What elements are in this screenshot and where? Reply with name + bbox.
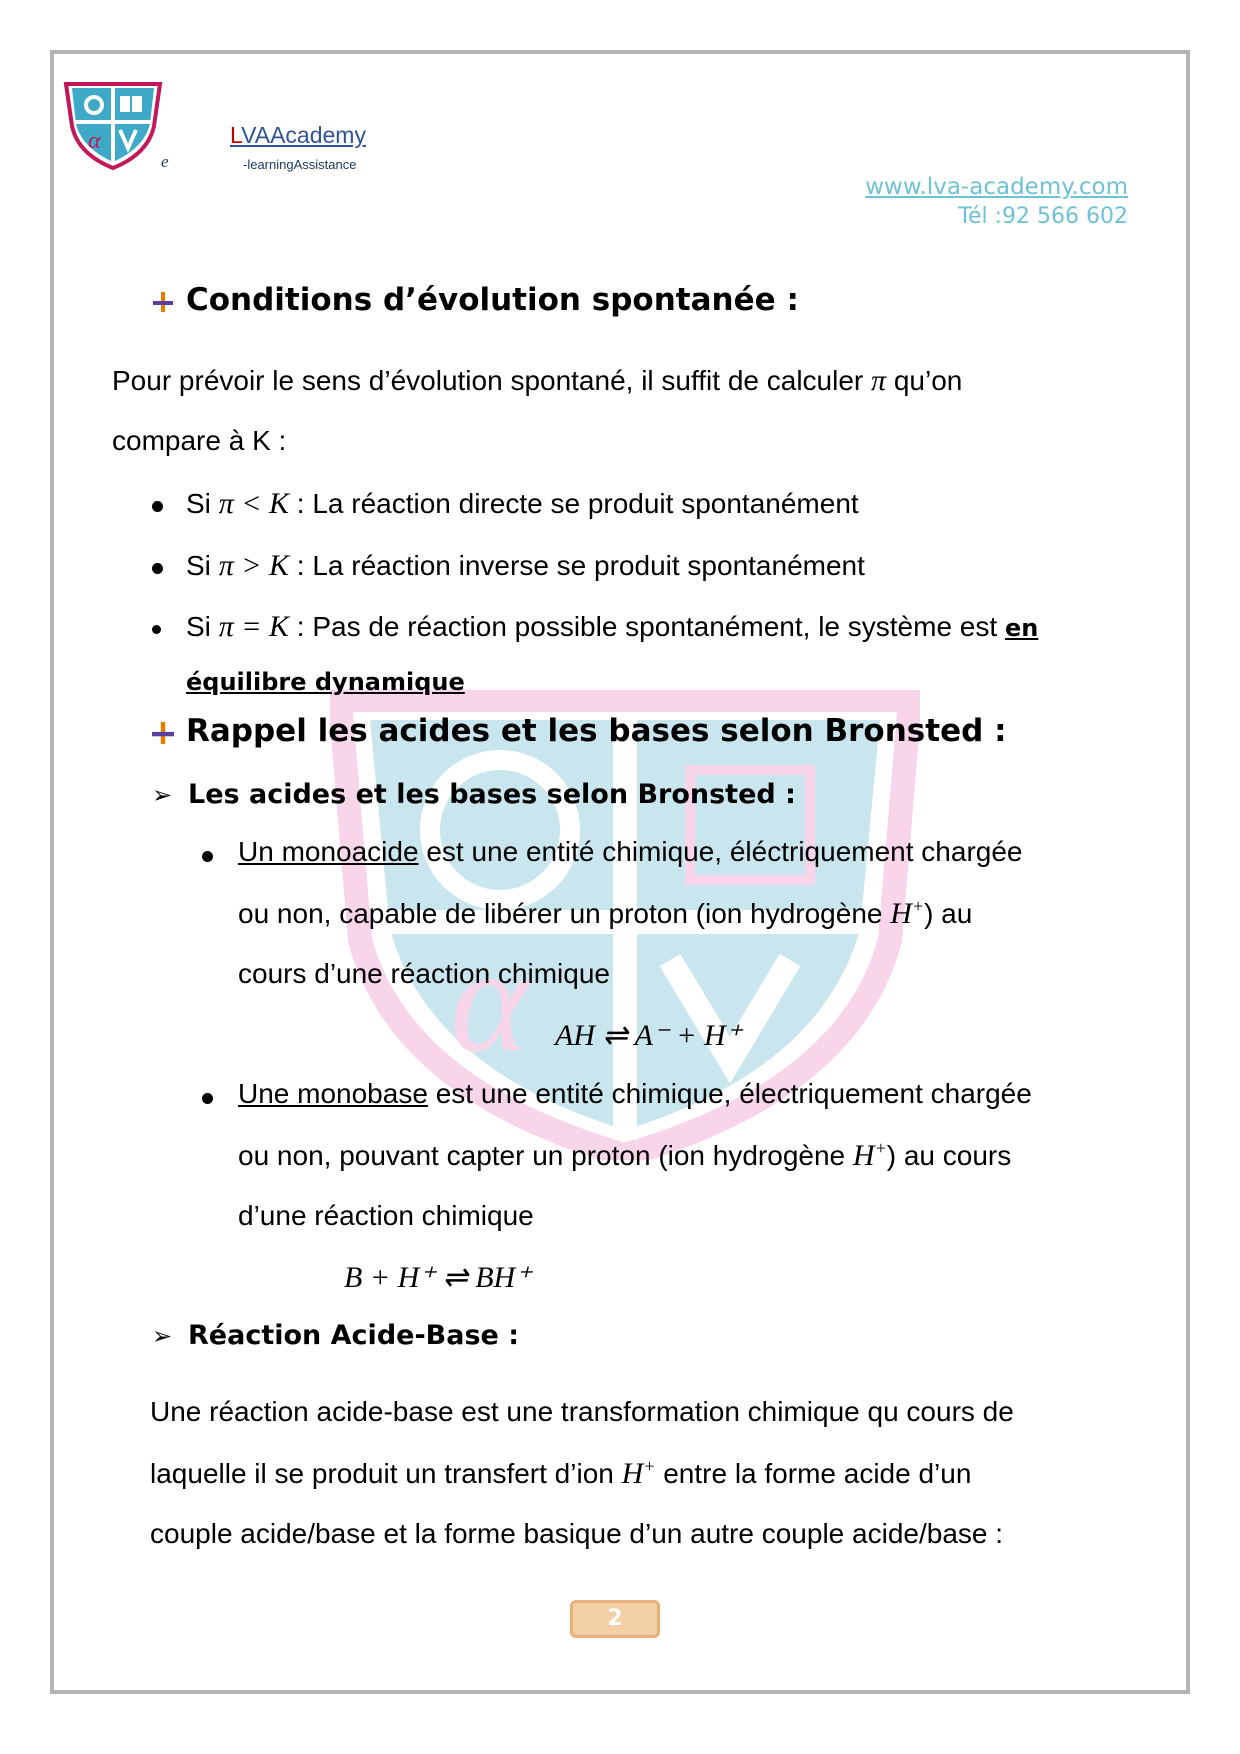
page-number: 2: [570, 1600, 660, 1638]
arrow-bullet-icon: ➢: [152, 1322, 173, 1350]
h-symbol: H: [621, 1457, 644, 1490]
term-monobase: Une monobase: [238, 1078, 428, 1109]
condition-text: : La réaction directe se produit spontanément: [296, 488, 859, 519]
acid-definition: est une entité chimique, éléctriquement chargée: [426, 836, 1023, 867]
subheading-text: Les acides et les bases selon Bronsted :: [188, 779, 796, 810]
lva-academy-logo: [58, 80, 168, 170]
h-plus-symbol: H+: [890, 896, 925, 930]
acid-line-2-text: ou non, capable de libérer un proton (ion hydrogène: [238, 898, 883, 929]
h-symbol: H: [890, 897, 912, 930]
acid-line-1: [238, 836, 1022, 868]
svg-text:α: α: [88, 128, 101, 154]
relation: π > K: [218, 549, 289, 582]
acid-line-3: cours d’une réaction chimique: [238, 958, 610, 989]
h-plus-symbol: H+: [621, 1456, 656, 1490]
brand-lva-l: L: [230, 122, 242, 148]
arrow-bullet-icon: ➢: [152, 781, 173, 809]
base-line-2-text: ou non, pouvant capter un proton (ion hydrogène: [238, 1140, 846, 1171]
relation: π < K: [218, 487, 289, 520]
condition-text: : Pas de réaction possible spontanément, le système est: [296, 611, 998, 642]
condition-item: [186, 487, 859, 521]
section-heading-bronsted: [152, 713, 1006, 749]
brand-academy: Academy: [270, 122, 366, 148]
acid-line-2: [238, 897, 972, 931]
term-monoacide: Un monoacide: [238, 836, 419, 867]
bullet-icon: [202, 1093, 213, 1104]
phone-number: Tél :92 566 602: [958, 204, 1128, 229]
bullet-icon: [152, 563, 163, 574]
acid-equation: AH ⇌ A⁻ + H⁺: [555, 1019, 742, 1052]
bullet-icon: [202, 851, 213, 862]
si-label: Si: [186, 488, 211, 519]
si-label: Si: [186, 550, 211, 581]
reaction-para-line-1: Une réaction acide-base est une transformation chimique qu cours de: [150, 1396, 1014, 1427]
intro-line-1: [112, 364, 962, 398]
h-plus-symbol: H+: [852, 1138, 887, 1172]
subheading-text: Réaction Acide-Base :: [188, 1320, 520, 1351]
brand-lva-va: VA: [241, 122, 271, 148]
brand-lva: [230, 122, 270, 148]
base-definition: est une entité chimique, électriquement chargée: [435, 1078, 1032, 1109]
base-line-2-end: ) au cours: [886, 1140, 1012, 1171]
base-line-3: d’une réaction chimique: [238, 1200, 534, 1231]
acid-line-2-end: ) au: [924, 898, 973, 929]
plus-marker-icon: [152, 292, 174, 312]
bullet-icon: [152, 625, 161, 634]
intro-text-b: qu’on: [893, 365, 963, 396]
para-text-a: laquelle il se produit un transfert d’ion: [150, 1458, 614, 1489]
subheading-acides-bases: [152, 779, 796, 810]
para-text-b: entre la forme acide d’un: [663, 1458, 972, 1489]
intro-text-a: Pour prévoir le sens d’évolution spontané, il suffit de calculer: [112, 365, 864, 396]
base-line-2: [238, 1139, 1011, 1173]
emphasis-en: en: [1004, 614, 1039, 642]
reaction-para-line-2: [150, 1457, 971, 1491]
reaction-para-line-3: couple acide/base et la forme basique d’un autre couple acide/base :: [150, 1518, 1004, 1549]
plus-marker-icon: [152, 722, 174, 744]
brand-e-mark: e: [161, 152, 169, 171]
h-symbol: H: [852, 1139, 875, 1172]
section-title: Rappel les acides et les bases selon Bronsted :: [186, 713, 1007, 749]
bullet-icon: [152, 501, 163, 512]
brand-tagline: -learningAssistance: [243, 157, 357, 172]
subheading-reaction: [152, 1320, 519, 1351]
brand-name[interactable]: [230, 122, 366, 149]
si-label: Si: [186, 611, 211, 642]
intro-line-2: compare à K :: [112, 425, 287, 456]
section-title: Conditions d’évolution spontanée :: [186, 282, 799, 318]
pi-symbol: π: [871, 364, 887, 397]
svg-text:α: α: [450, 917, 529, 1083]
base-line-1: [238, 1078, 1032, 1110]
condition-text: : La réaction inverse se produit spontanément: [296, 550, 865, 581]
condition-item: [186, 549, 865, 583]
emphasis-equilibre: équilibre dynamique: [186, 668, 465, 696]
condition-item: [186, 610, 1038, 644]
base-equation: B + H⁺ ⇌ BH⁺: [344, 1261, 532, 1294]
section-heading-conditions: [152, 282, 799, 318]
website-link[interactable]: www.lva-academy.com: [865, 174, 1128, 200]
relation: π = K: [218, 610, 289, 643]
